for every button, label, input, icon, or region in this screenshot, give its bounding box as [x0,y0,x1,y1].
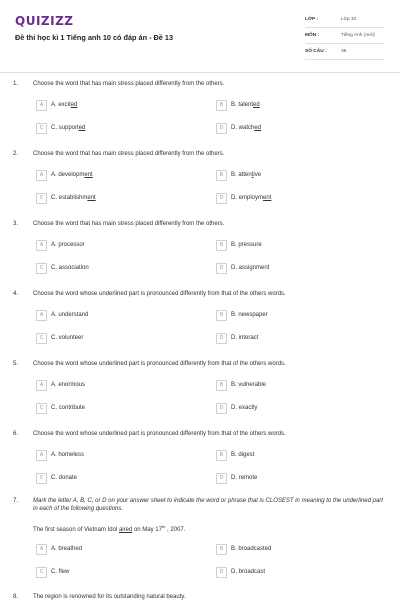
option-label [231,172,261,178]
option-letter-box[interactable]: A [36,100,47,111]
option-text-part: ed [70,102,78,108]
option-label [231,265,269,271]
option-text-part: A. developm [51,172,85,178]
meta-row-class [305,12,385,28]
option-text-part: ent [84,172,93,178]
option-letter-box[interactable]: C [36,403,47,414]
question-text: Choose the word that has main stress placed differently from the others. [33,151,225,157]
option-text-part: C. donate [51,475,78,481]
option-text-part: C. contribute [51,405,86,411]
option-letter-box[interactable]: B [216,170,227,181]
option-text-part: B. broadcasted [231,546,272,552]
option-letter-box[interactable]: C [36,193,47,204]
option-letter-box[interactable]: C [36,263,47,274]
option-label [51,312,88,318]
option-label [231,312,268,318]
option-letter-box[interactable]: B [216,100,227,111]
option-text-part: B. pressure [231,242,262,248]
option-letter-box[interactable]: D [216,333,227,344]
option-letter-box[interactable]: B [216,380,227,391]
meta-value: Lớp 10 [341,17,357,22]
option-letter-box[interactable]: A [36,170,47,181]
question-text: Mark the letter A, B, C, or D on your answer sheet to indicate the word or phrase that is CLOSEST in meaning to the underlined part in each of the following questions. [33,498,383,512]
question-number: 3. [13,220,19,227]
question-number: 8. [13,593,19,600]
meta-table [305,12,385,60]
question-text: Choose the word that has main stress placed differently from the others. [33,81,225,87]
sentence-part: on May 17 [132,527,162,533]
option-letter-box[interactable]: C [36,473,47,484]
option-text-part: ent [87,195,96,201]
option-label [51,546,82,552]
option-letter-box[interactable]: C [36,333,47,344]
option-letter-box[interactable]: D [216,403,227,414]
option-letter-box[interactable]: B [216,240,227,251]
option-text-part: ent [263,195,272,201]
option-text-part: B. digest [231,452,255,458]
option-label [51,195,96,201]
option-label [231,405,257,411]
option-text-part: D. broadcast [231,569,266,575]
question-number: 1. [13,80,19,87]
option-letter-box[interactable]: B [216,450,227,461]
meta-label: MÔN : [305,33,320,38]
sentence-part: The first season of Vietnam Idol [33,527,119,533]
option-text-part: C. support [51,125,79,131]
meta-value: 38 [341,49,347,54]
option-text-part: B. talent [231,102,254,108]
question-number: 7. [13,497,19,504]
option-label [231,335,258,341]
option-label [231,546,271,552]
option-label [51,335,83,341]
question-text: The region is renowned for its outstanding natural beauty. [33,594,186,600]
question-number: 5. [13,360,19,367]
option-label [231,195,271,201]
option-text-part: ed [254,125,262,131]
option-text-part: D. remote [231,475,258,481]
option-text-part: C. volunteer [51,335,84,341]
sentence-part: th [161,524,166,529]
option-label [231,125,261,131]
option-letter-box[interactable]: D [216,263,227,274]
option-letter-box[interactable]: D [216,473,227,484]
header [0,0,400,72]
question-number: 2. [13,150,19,157]
option-text-part: A. understand [51,312,89,318]
option-label [231,475,257,481]
option-letter-box[interactable]: D [216,567,227,578]
option-letter-box[interactable]: C [36,567,47,578]
option-text-part: C. establishm [51,195,88,201]
option-label [51,405,85,411]
question-text: Choose the word whose underlined part is pronounced differently from that of the others words. [33,431,286,437]
header-divider [0,72,400,73]
meta-value: Tiếng Anh (mới) [341,33,376,38]
option-label [51,569,69,575]
option-text-part: D. exactly [231,405,258,411]
option-text-part: ed [253,102,260,108]
sentence-part: , 2007. [165,527,186,533]
option-letter-box[interactable]: A [36,240,47,251]
option-label [231,569,265,575]
option-text-part: D. watch [231,125,255,131]
option-letter-box[interactable]: A [36,544,47,555]
option-text-part: ed [78,125,86,131]
meta-label: LỚP : [305,17,319,22]
question-text: Choose the word whose underlined part is pronounced differently from that of the others words. [33,361,286,367]
option-text-part: B. vulnerable [231,382,267,388]
option-letter-box[interactable]: D [216,193,227,204]
option-letter-box[interactable]: C [36,123,47,134]
option-label [51,452,84,458]
option-label [51,265,89,271]
page-title: Đề thi học kì 1 Tiếng anh 10 có đáp án - Đề 13 [15,33,174,42]
option-text-part: D. employm [231,195,264,201]
option-text-part: A. breathed [51,546,83,552]
option-letter-box[interactable]: A [36,310,47,321]
option-text-part: B. newspaper [231,312,268,318]
option-text-part: ive [253,172,262,178]
option-letter-box[interactable]: A [36,380,47,391]
question-text: Choose the word whose underlined part is pronounced differently from that of the others words. [33,291,286,297]
option-letter-box[interactable]: D [216,123,227,134]
meta-row-subject [305,28,385,44]
option-text-part: A. homeless [51,452,85,458]
option-label [51,382,85,388]
option-label [51,102,77,108]
option-label [231,452,254,458]
option-letter-box[interactable]: B [216,544,227,555]
option-text-part: D. assignment [231,265,270,271]
option-letter-box[interactable]: B [216,310,227,321]
option-text-part: C. flew [51,569,70,575]
meta-row-count [305,44,385,60]
option-label [51,172,93,178]
option-label [231,242,262,248]
option-text-part: B. atten [231,172,252,178]
option-text-part: A. processor [51,242,85,248]
option-text-part: t [251,172,254,178]
option-label [51,475,77,481]
option-text-part: C. association [51,265,89,271]
question-number: 6. [13,430,19,437]
option-label [51,242,85,248]
question-sentence [33,524,185,533]
option-label [231,102,260,108]
option-label [51,125,85,131]
option-text-part: A. excit [51,102,71,108]
question-number: 4. [13,290,19,297]
option-text-part: D. interact [231,335,259,341]
option-text-part: A. enormous [51,382,86,388]
option-label [231,382,266,388]
meta-label: SỐ CÂU : [305,49,327,54]
sentence-part: aired [118,527,133,533]
quizizz-logo: QUIZIZZ [15,14,74,28]
option-letter-box[interactable]: A [36,450,47,461]
question-text: Choose the word that has main stress placed differently from the others. [33,221,225,227]
